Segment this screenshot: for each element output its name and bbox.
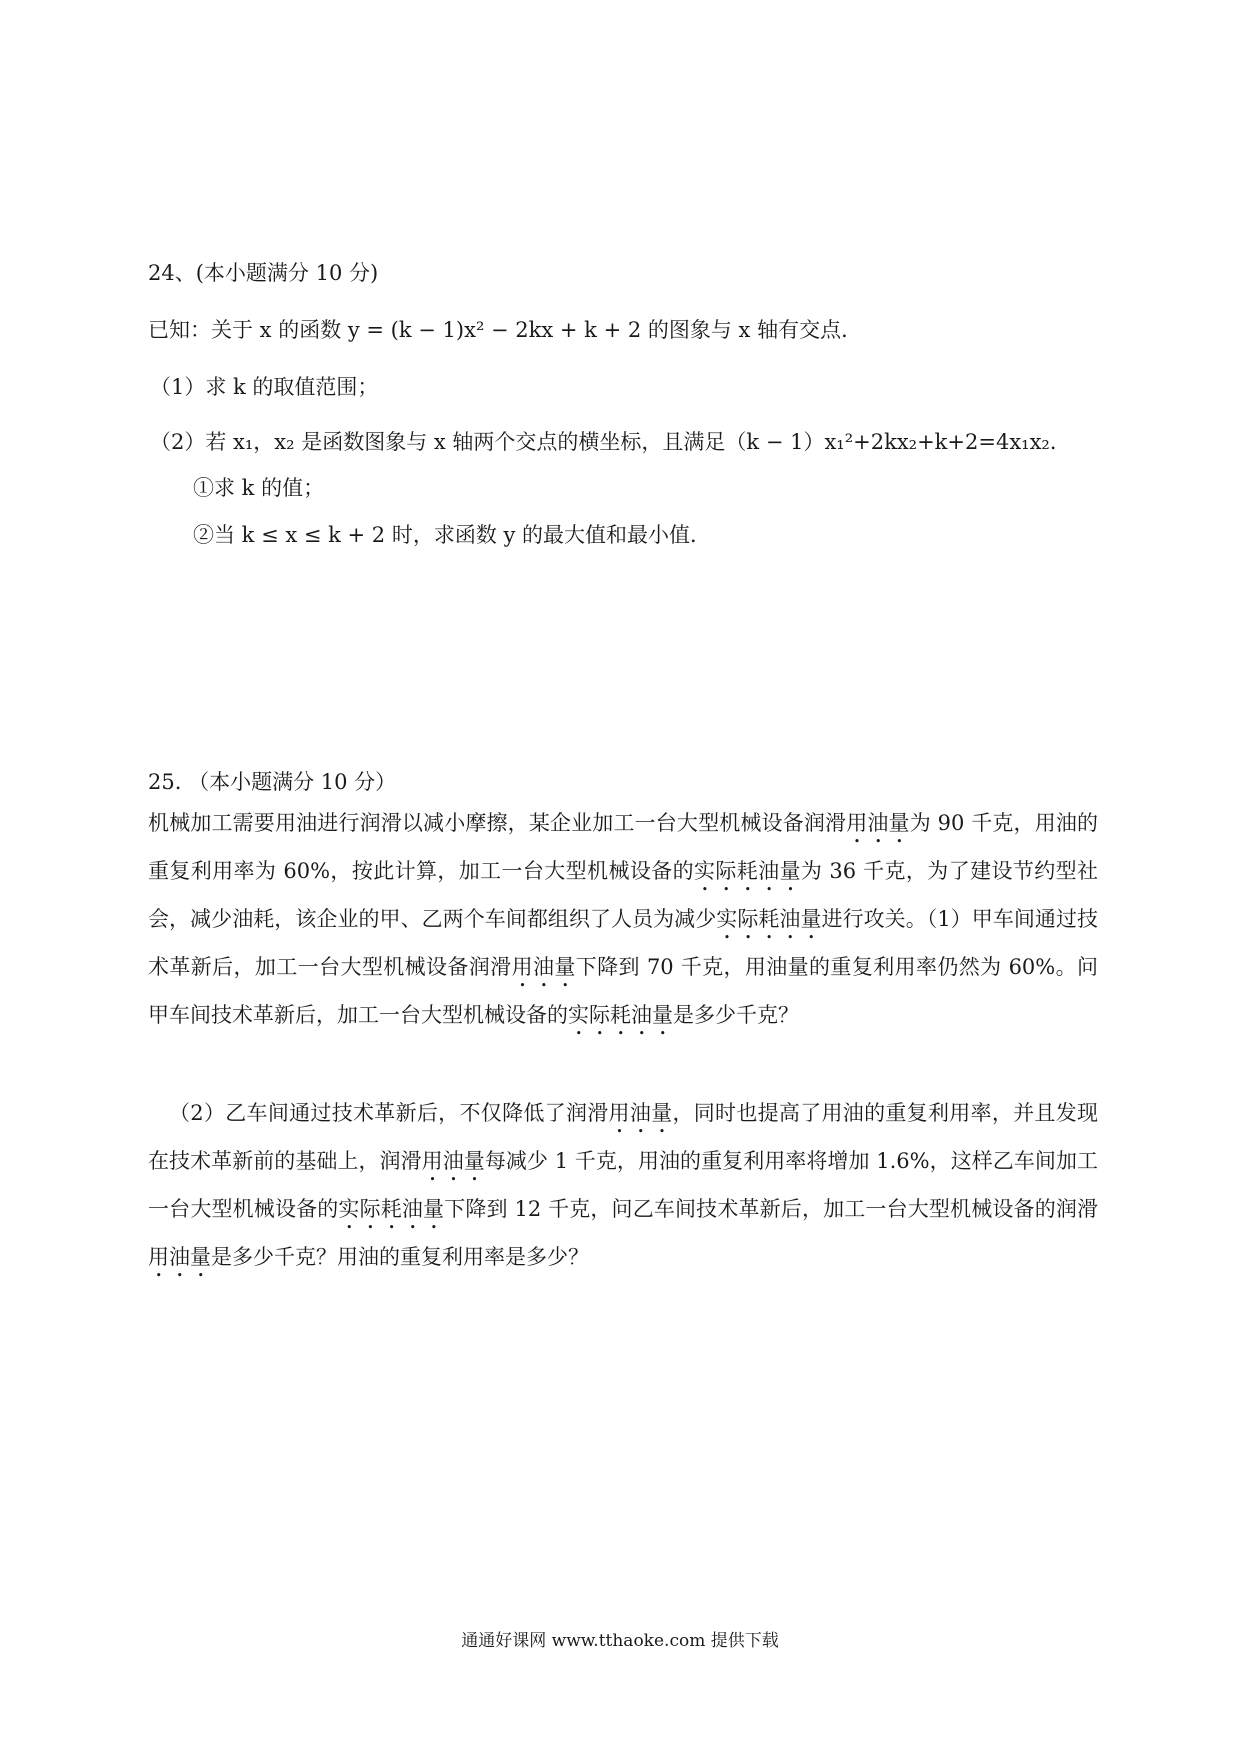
question-24-title: 24、(本小题满分 10 分) [148, 261, 379, 285]
emphasized-term: 用油量 [608, 1101, 673, 1125]
text-run: 下降到 70 千克，用油量的重复利用率仍然为 60%。问甲车间技术革新后，加工一台大型机械设备的 [148, 955, 1099, 1027]
text-run: 每减少 1 千克，用油的重复利用率将增加 1.6%，这样乙车间加工一台大型机械设备的 [148, 1149, 1098, 1221]
emphasized-term: 实际耗油量 [693, 859, 801, 883]
question-24-part-2: （2）若 x₁，x₂ 是函数图象与 x 轴两个交点的横坐标，且满足（k − 1）x₁²+2kx₂+k+2=4x₁x₂． [150, 430, 1071, 454]
question-25-paragraph-2 [148, 1090, 1098, 1282]
text-run: 是多少千克？用油的重复利用率是多少？ [211, 1245, 589, 1269]
question-24-sub-2: ②当 k ≤ x ≤ k + 2 时，求函数 y 的最大值和最小值． [193, 523, 712, 547]
question-24-sub-1: ①求 k 的值； [193, 476, 325, 500]
text-run: 进行攻关。（1）甲车间通过技术革新后，加工一台大型机械设备润滑 [148, 907, 1099, 979]
text-run: ，同时也提高了用油的重复利用率，并且发现在技术革新前的基础上，润滑 [148, 1101, 1099, 1173]
emphasized-term: 用油量 [421, 1149, 485, 1173]
question-24-part-1: （1）求 k 的取值范围； [150, 375, 379, 399]
question-24-stem: 已知：关于 x 的函数 y = (k − 1)x² − 2kx + k + 2 的图象与 x 轴有交点． [148, 318, 863, 342]
text-run: 下降到 12 千克，问乙车间技术革新后，加工一台大型机械设备的润滑 [444, 1197, 1099, 1221]
text-run: 为 36 千克，为了建设节约型社会，减少油耗，该企业的甲、乙两个车间都组织了人员为减少 [148, 859, 1099, 931]
text-run: （2）乙车间通过技术革新后，不仅降低了润滑 [169, 1101, 609, 1125]
question-25-paragraph-1 [148, 800, 1098, 1040]
emphasized-term: 实际耗油量 [338, 1197, 445, 1221]
page-footer: 通通好课网 www.tthaoke.com 提供下载 [461, 1631, 779, 1651]
text-run: 为 90 千克，用油的重复利用率为 60%，按此计算，加工一台大型机械设备的 [148, 811, 1099, 883]
question-25-title: 25. （本小题满分 10 分） [148, 770, 397, 794]
emphasized-term: 实际耗油量 [568, 1003, 673, 1027]
text-run: 机械加工需要用油进行润滑以减小摩擦，某企业加工一台大型机械设备润滑 [148, 811, 847, 835]
emphasized-term: 用油量 [148, 1245, 211, 1269]
emphasized-term: 用油量 [511, 955, 576, 979]
emphasized-term: 用油量 [846, 811, 910, 835]
text-run: 是多少千克？ [673, 1003, 799, 1027]
emphasized-term: 实际耗油量 [716, 907, 822, 931]
